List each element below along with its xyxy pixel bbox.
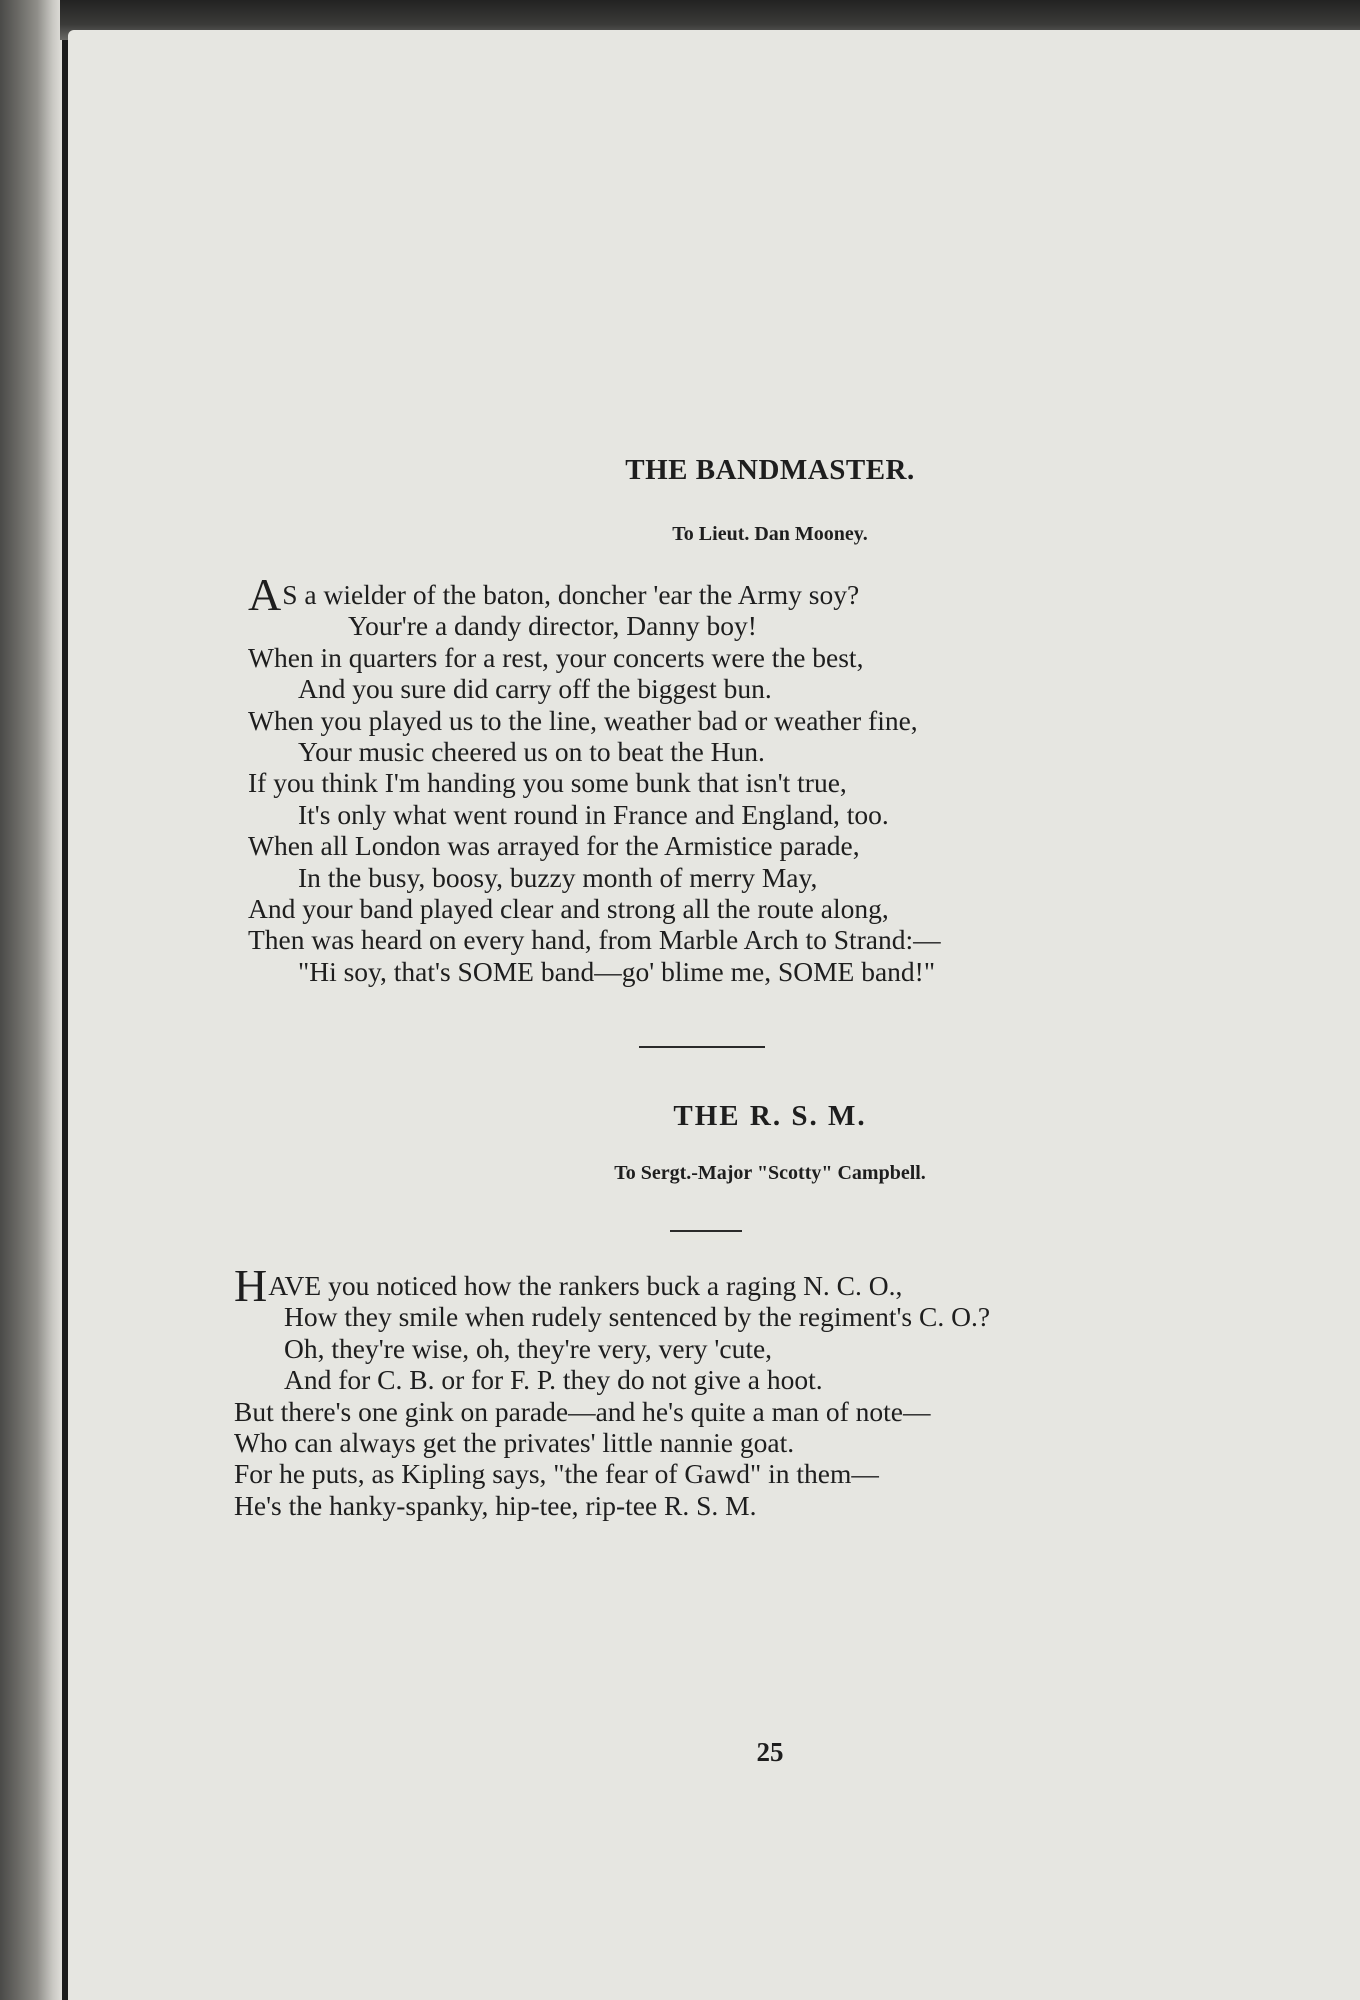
verse-line: When all London was arrayed for the Armistice parade, bbox=[248, 830, 860, 862]
poem-body-rsm bbox=[234, 1260, 991, 1521]
drop-cap: A bbox=[248, 569, 282, 620]
poem-dedication-bandmaster: To Lieut. Dan Mooney. bbox=[672, 523, 868, 545]
page-number: 25 bbox=[756, 1737, 784, 1767]
verse-line: And your band played clear and strong all the route along, bbox=[248, 892, 889, 924]
verse-line: In the busy, boosy, buzzy month of merry May, bbox=[298, 861, 818, 893]
poem-title-bandmaster: THE BANDMASTER. bbox=[625, 454, 915, 486]
verse-line: "Hi soy, that's SOME band—go' blime me, SOME band!" bbox=[298, 955, 936, 987]
book-spine-edge bbox=[0, 0, 62, 2000]
verse-line: When you played us to the line, weather bad or weather fine, bbox=[248, 704, 918, 736]
section-divider bbox=[639, 1046, 765, 1048]
verse-line-text: S a wielder of the baton, doncher 'ear the Army soy? bbox=[282, 579, 860, 610]
poem-body-bandmaster bbox=[248, 569, 941, 987]
poem-title-rsm: THE R. S. M. bbox=[673, 1100, 867, 1132]
verse-line: But there's one gink on parade—and he's quite a man of note— bbox=[234, 1395, 931, 1427]
verse-line: Who can always get the privates' little nannie goat. bbox=[234, 1426, 795, 1458]
verse-line: He's the hanky-spanky, hip-tee, rip-tee R. S. M. bbox=[234, 1489, 757, 1521]
page-content bbox=[68, 30, 1360, 2000]
verse-line: It's only what went round in France and England, too. bbox=[298, 798, 889, 830]
verse-line: And for C. B. or for F. P. they do not give a hoot. bbox=[284, 1364, 823, 1396]
drop-cap: H bbox=[234, 1260, 268, 1311]
verse-line-text: AVE you noticed how the rankers buck a raging N. C. O., bbox=[268, 1270, 903, 1301]
verse-line: Your music cheered us on to beat the Hun. bbox=[298, 735, 765, 767]
book-page bbox=[68, 30, 1360, 2000]
verse-line: For he puts, as Kipling says, "the fear of Gawd" in them— bbox=[234, 1458, 879, 1490]
verse-line: When in quarters for a rest, your concerts were the best, bbox=[248, 641, 864, 673]
verse-line bbox=[234, 1260, 990, 1311]
verse-line bbox=[248, 569, 941, 620]
verse-line: If you think I'm handing you some bunk that isn't true, bbox=[248, 767, 847, 799]
poem-dedication-rsm: To Sergt.-Major "Scotty" Campbell. bbox=[614, 1162, 926, 1184]
verse-line: Then was heard on every hand, from Marble Arch to Strand:— bbox=[248, 924, 941, 956]
verse-line: Your're a dandy director, Danny boy! bbox=[348, 610, 757, 642]
verse-line: How they smile when rudely sentenced by the regiment's C. O.? bbox=[284, 1301, 991, 1333]
dedication-divider bbox=[670, 1230, 742, 1232]
verse-line: Oh, they're wise, oh, they're very, very 'cute, bbox=[284, 1332, 773, 1364]
verse-line: And you sure did carry off the biggest bun. bbox=[298, 673, 772, 705]
